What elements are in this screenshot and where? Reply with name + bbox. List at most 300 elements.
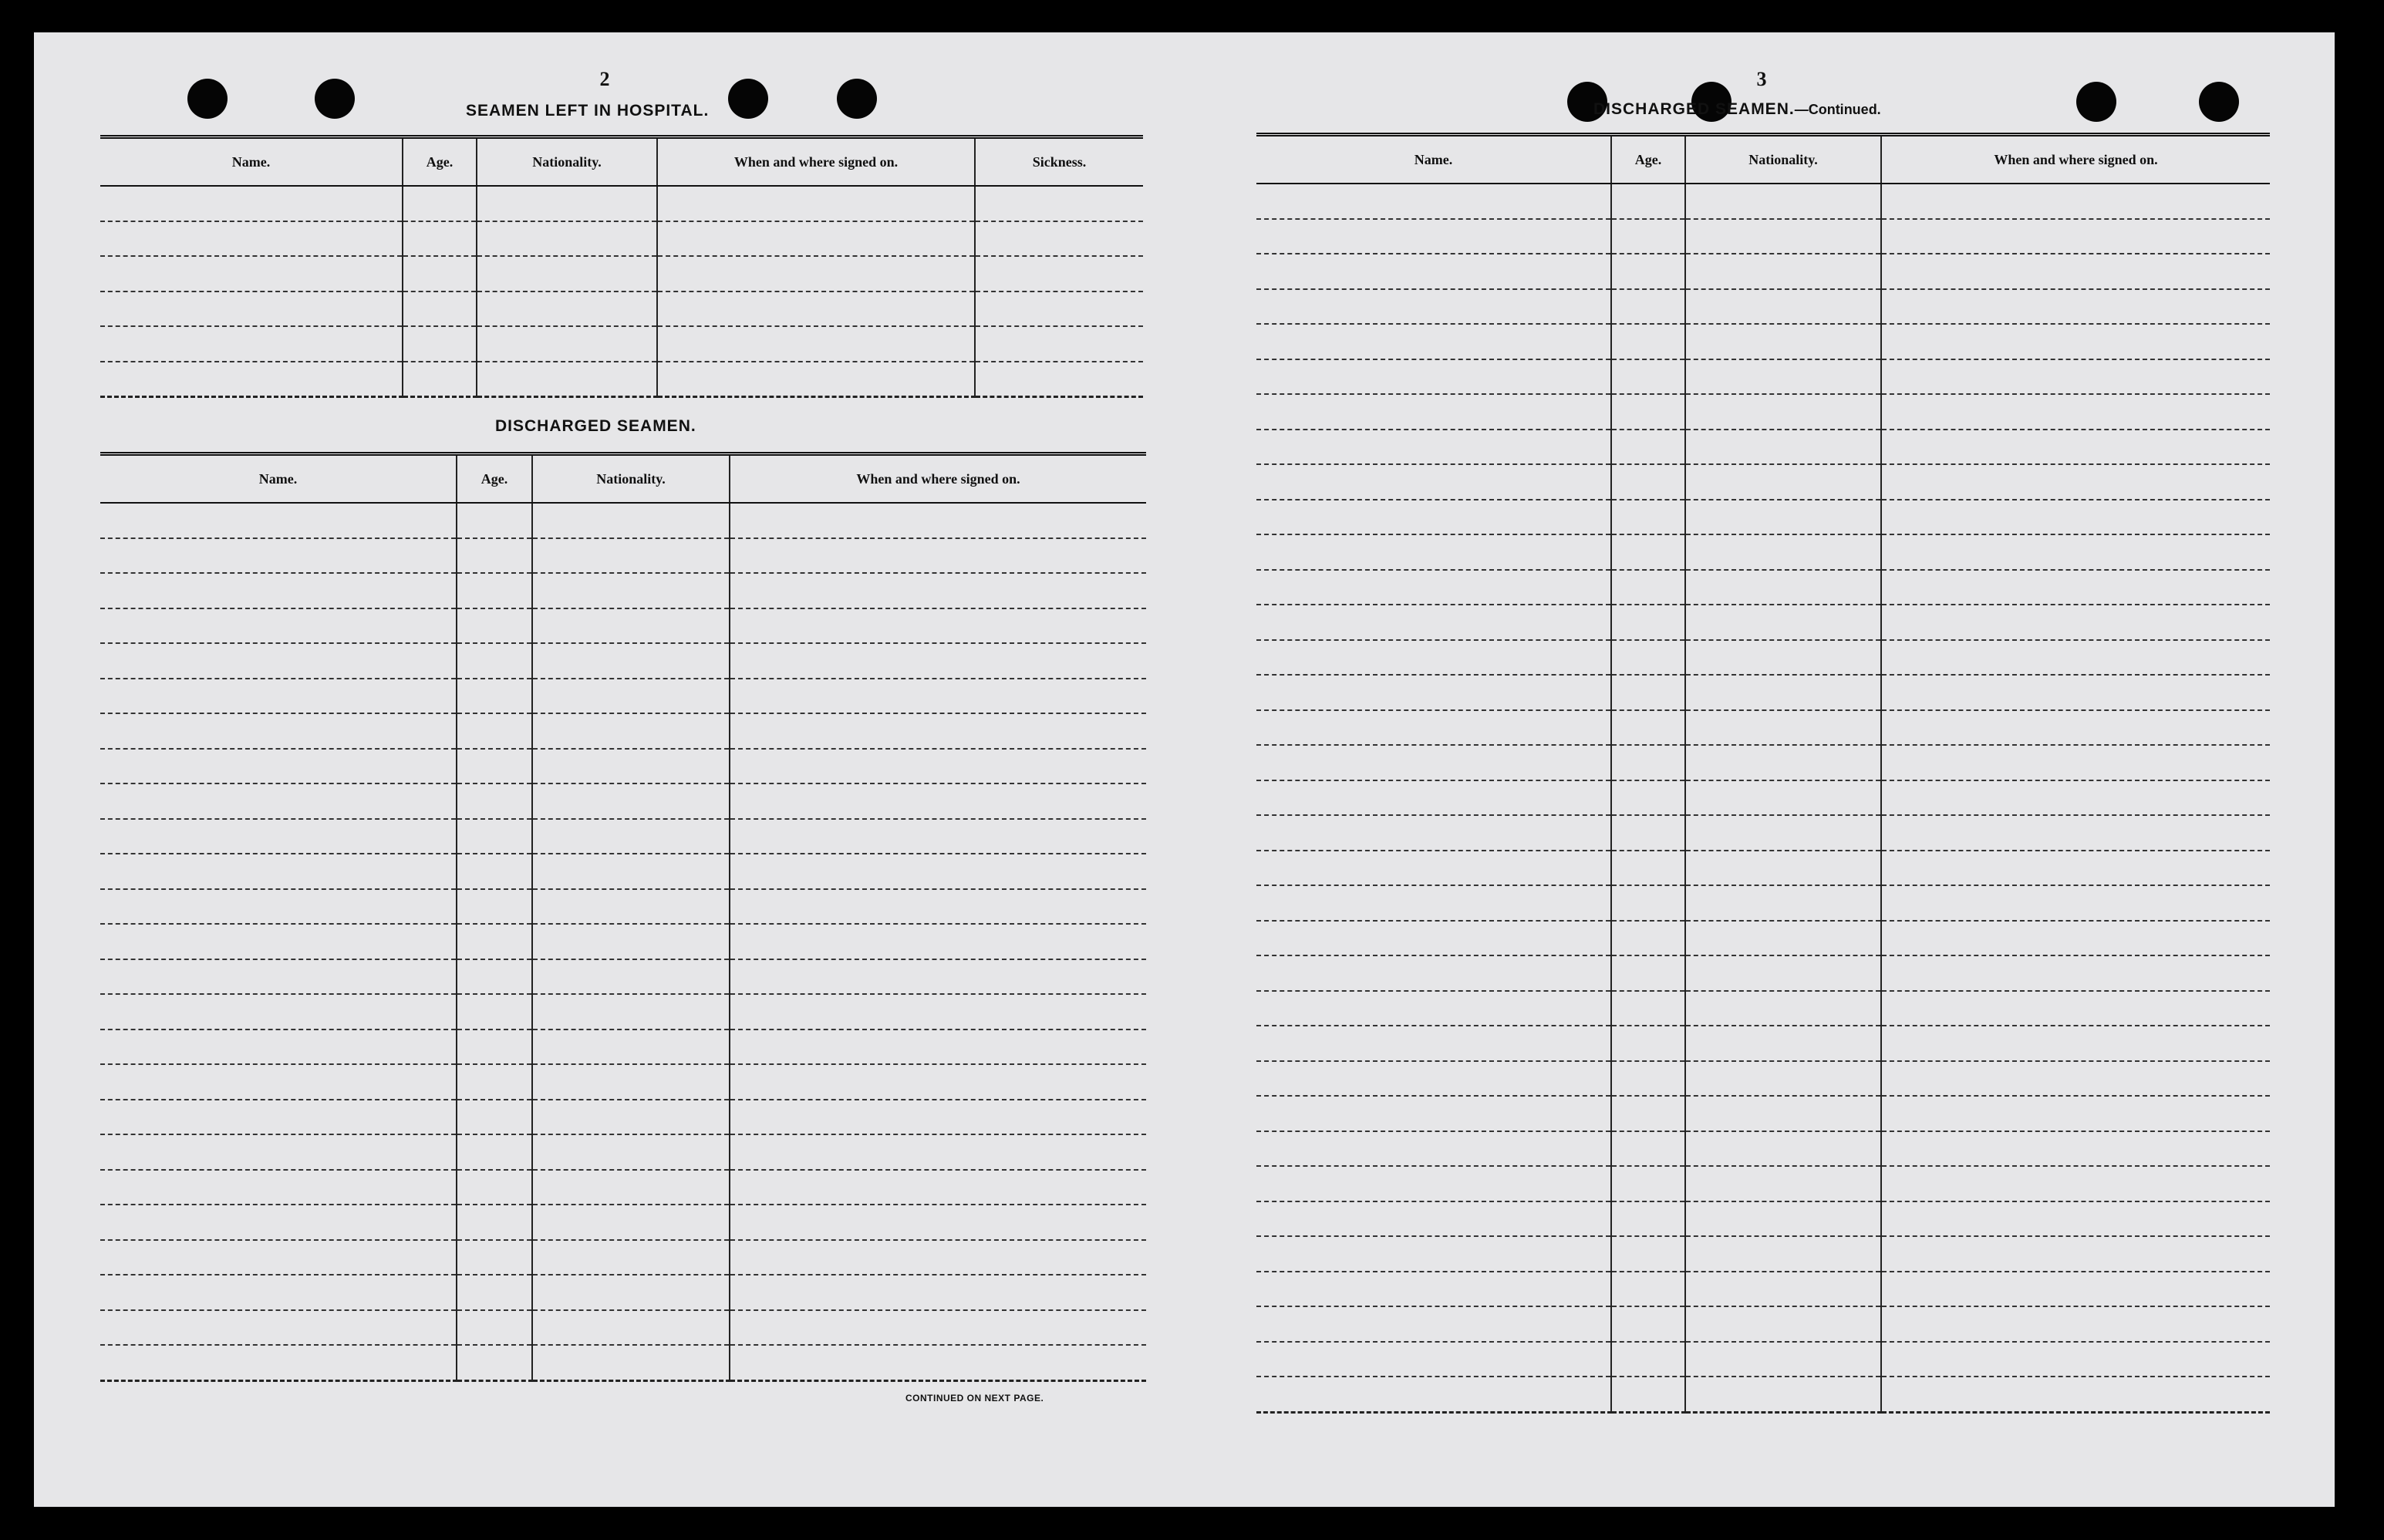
entry-cell-nationality[interactable]: [477, 221, 657, 257]
entry-cell-when-and-where-signed-on[interactable]: [657, 221, 975, 257]
entry-cell-age[interactable]: [1611, 1131, 1685, 1167]
table-row: [1256, 1026, 2270, 1061]
entry-cell-name[interactable]: [100, 889, 457, 925]
entry-cell-name[interactable]: [1256, 851, 1611, 886]
entry-cell-name[interactable]: [1256, 1342, 1611, 1377]
entry-cell-when-and-where-signed-on[interactable]: [1881, 675, 2270, 710]
entry-cell-name[interactable]: [1256, 1026, 1611, 1061]
entry-cell-nationality[interactable]: [1685, 710, 1881, 746]
table-row: [1256, 851, 2270, 886]
entry-cell-name[interactable]: [100, 959, 457, 995]
entry-cell-nationality[interactable]: [1685, 885, 1881, 921]
entry-cell-age[interactable]: [1611, 394, 1685, 430]
entry-cell-name[interactable]: [1256, 324, 1611, 359]
entry-cell-nationality[interactable]: [1685, 254, 1881, 289]
entry-cell-nationality[interactable]: [532, 1275, 730, 1310]
entry-cell-name[interactable]: [100, 994, 457, 1029]
entry-cell-name[interactable]: [1256, 254, 1611, 289]
entry-cell-name[interactable]: [100, 608, 457, 644]
entry-cell-when-and-where-signed-on[interactable]: [1881, 1272, 2270, 1307]
entry-cell-nationality[interactable]: [1685, 534, 1881, 570]
entry-cell-name[interactable]: [100, 362, 403, 397]
entry-cell-name[interactable]: [100, 1345, 457, 1380]
entry-cell-when-and-where-signed-on[interactable]: [657, 186, 975, 221]
entry-cell-name[interactable]: [1256, 1236, 1611, 1272]
entry-cell-name[interactable]: [100, 819, 457, 854]
entry-cell-name[interactable]: [1256, 780, 1611, 816]
entry-cell-age[interactable]: [1611, 1026, 1685, 1061]
table-row: [1256, 605, 2270, 640]
entry-cell-age[interactable]: [1611, 710, 1685, 746]
entry-cell-name[interactable]: [100, 1240, 457, 1275]
table-row: [1256, 991, 2270, 1026]
entry-cell-age[interactable]: [1611, 1201, 1685, 1237]
entry-cell-age[interactable]: [457, 1275, 532, 1310]
entry-cell-nationality[interactable]: [1685, 1272, 1881, 1307]
entry-cell-nationality[interactable]: [477, 256, 657, 291]
table-row: [100, 1240, 1146, 1275]
entry-cell-nationality[interactable]: [1685, 430, 1881, 465]
entry-cell-when-and-where-signed-on[interactable]: [657, 362, 975, 397]
entry-cell-age[interactable]: [1611, 1306, 1685, 1342]
table-row: [1256, 1377, 2270, 1412]
entry-cell-nationality[interactable]: [1685, 991, 1881, 1026]
entry-cell-nationality[interactable]: [532, 994, 730, 1029]
entry-cell-name[interactable]: [100, 924, 457, 959]
entry-cell-when-and-where-signed-on[interactable]: [1881, 745, 2270, 780]
entry-cell-name[interactable]: [1256, 1377, 1611, 1412]
entry-cell-name[interactable]: [1256, 1306, 1611, 1342]
entry-cell-when-and-where-signed-on[interactable]: [730, 994, 1146, 1029]
entry-cell-when-and-where-signed-on[interactable]: [730, 713, 1146, 749]
entry-cell-nationality[interactable]: [532, 1064, 730, 1100]
entry-cell-nationality[interactable]: [532, 1240, 730, 1275]
entry-cell-name[interactable]: [1256, 289, 1611, 325]
entry-cell-age[interactable]: [457, 1064, 532, 1100]
entry-cell-when-and-where-signed-on[interactable]: [1881, 991, 2270, 1026]
entry-cell-nationality[interactable]: [1685, 324, 1881, 359]
entry-cell-age[interactable]: [1611, 184, 1685, 219]
entry-cell-name[interactable]: [100, 643, 457, 679]
continued-suffix: —Continued.: [1794, 102, 1881, 117]
entry-cell-name[interactable]: [1256, 675, 1611, 710]
entry-cell-nationality[interactable]: [532, 679, 730, 714]
discharged-continued-table: [1256, 133, 2270, 1414]
entry-cell-nationality[interactable]: [532, 503, 730, 538]
table-row: [100, 186, 1143, 221]
entry-cell-when-and-where-signed-on[interactable]: [1881, 430, 2270, 465]
entry-cell-when-and-where-signed-on[interactable]: [730, 679, 1146, 714]
discharged-continued-title: [1593, 100, 1881, 119]
entry-cell-age[interactable]: [1611, 640, 1685, 676]
entry-cell-nationality[interactable]: [1685, 780, 1881, 816]
entry-cell-name[interactable]: [100, 1205, 457, 1240]
entry-cell-when-and-where-signed-on[interactable]: [1881, 324, 2270, 359]
entry-cell-nationality[interactable]: [532, 749, 730, 784]
entry-cell-name[interactable]: [100, 679, 457, 714]
entry-cell-name[interactable]: [100, 573, 457, 608]
entry-cell-name[interactable]: [1256, 570, 1611, 605]
entry-cell-nationality[interactable]: [477, 326, 657, 362]
entry-cell-when-and-where-signed-on[interactable]: [1881, 359, 2270, 395]
entry-cell-nationality[interactable]: [532, 1134, 730, 1170]
entry-cell-name[interactable]: [100, 186, 403, 221]
entry-cell-age[interactable]: [1611, 464, 1685, 500]
entry-cell-age[interactable]: [457, 573, 532, 608]
entry-cell-nationality[interactable]: [1685, 640, 1881, 676]
entry-cell-when-and-where-signed-on[interactable]: [730, 1170, 1146, 1205]
entry-cell-name[interactable]: [1256, 815, 1611, 851]
entry-cell-age[interactable]: [457, 643, 532, 679]
entry-cell-nationality[interactable]: [532, 1310, 730, 1346]
entry-cell-sickness[interactable]: [975, 221, 1143, 257]
entry-cell-when-and-where-signed-on[interactable]: [730, 889, 1146, 925]
entry-cell-age[interactable]: [1611, 885, 1685, 921]
entry-cell-nationality[interactable]: [532, 538, 730, 574]
entry-cell-when-and-where-signed-on[interactable]: [730, 1240, 1146, 1275]
entry-cell-name[interactable]: [100, 1275, 457, 1310]
entry-cell-sickness[interactable]: [975, 256, 1143, 291]
entry-cell-age[interactable]: [1611, 675, 1685, 710]
entry-cell-when-and-where-signed-on[interactable]: [730, 1275, 1146, 1310]
entry-cell-nationality[interactable]: [1685, 1131, 1881, 1167]
entry-cell-name[interactable]: [1256, 1096, 1611, 1131]
entry-cell-nationality[interactable]: [532, 1170, 730, 1205]
entry-cell-nationality[interactable]: [477, 362, 657, 397]
entry-cell-age[interactable]: [1611, 1342, 1685, 1377]
entry-cell-name[interactable]: [100, 1170, 457, 1205]
entry-cell-age[interactable]: [403, 291, 477, 327]
entry-cell-name[interactable]: [100, 1100, 457, 1135]
entry-cell-name[interactable]: [100, 854, 457, 889]
punch-hole: [728, 79, 768, 119]
entry-cell-nationality[interactable]: [1685, 1026, 1881, 1061]
entry-cell-name[interactable]: [1256, 219, 1611, 254]
entry-cell-nationality[interactable]: [532, 1100, 730, 1135]
entry-cell-age[interactable]: [457, 749, 532, 784]
entry-cell-nationality[interactable]: [532, 924, 730, 959]
entry-cell-sickness[interactable]: [975, 362, 1143, 397]
entry-cell-age[interactable]: [457, 924, 532, 959]
entry-cell-nationality[interactable]: [1685, 219, 1881, 254]
entry-cell-when-and-where-signed-on[interactable]: [1881, 605, 2270, 640]
entry-cell-age[interactable]: [1611, 359, 1685, 395]
table-row: [100, 854, 1146, 889]
entry-cell-age[interactable]: [1611, 1236, 1685, 1272]
entry-cell-nationality[interactable]: [1685, 1061, 1881, 1097]
entry-cell-age[interactable]: [1611, 570, 1685, 605]
entry-cell-name[interactable]: [1256, 885, 1611, 921]
entry-cell-name[interactable]: [1256, 464, 1611, 500]
entry-cell-when-and-where-signed-on[interactable]: [1881, 851, 2270, 886]
entry-cell-when-and-where-signed-on[interactable]: [1881, 1131, 2270, 1167]
entry-cell-nationality[interactable]: [532, 1029, 730, 1065]
discharged-section-title: DISCHARGED SEAMEN.: [495, 417, 696, 435]
entry-cell-name[interactable]: [1256, 359, 1611, 395]
entry-cell-when-and-where-signed-on[interactable]: [1881, 1236, 2270, 1272]
entry-cell-age[interactable]: [457, 1310, 532, 1346]
entry-cell-nationality[interactable]: [532, 854, 730, 889]
entry-cell-nationality[interactable]: [1685, 500, 1881, 535]
entry-cell-when-and-where-signed-on[interactable]: [730, 573, 1146, 608]
entry-cell-name[interactable]: [100, 291, 403, 327]
entry-cell-when-and-where-signed-on[interactable]: [1881, 921, 2270, 956]
entry-cell-name[interactable]: [100, 538, 457, 574]
entry-cell-age[interactable]: [1611, 430, 1685, 465]
entry-cell-name[interactable]: [100, 713, 457, 749]
entry-cell-nationality[interactable]: [1685, 605, 1881, 640]
entry-cell-age[interactable]: [1611, 815, 1685, 851]
entry-cell-age[interactable]: [457, 854, 532, 889]
entry-cell-age[interactable]: [457, 994, 532, 1029]
entry-cell-when-and-where-signed-on[interactable]: [1881, 289, 2270, 325]
entry-cell-age[interactable]: [457, 1100, 532, 1135]
entry-cell-age[interactable]: [457, 679, 532, 714]
entry-cell-when-and-where-signed-on[interactable]: [730, 819, 1146, 854]
entry-cell-age[interactable]: [457, 1345, 532, 1380]
entry-cell-name[interactable]: [1256, 1272, 1611, 1307]
table-row: [100, 713, 1146, 749]
entry-cell-when-and-where-signed-on[interactable]: [730, 1064, 1146, 1100]
entry-cell-when-and-where-signed-on[interactable]: [1881, 955, 2270, 991]
entry-cell-when-and-where-signed-on[interactable]: [1881, 219, 2270, 254]
entry-cell-name[interactable]: [1256, 710, 1611, 746]
entry-cell-age[interactable]: [1611, 534, 1685, 570]
entry-cell-nationality[interactable]: [1685, 1342, 1881, 1377]
entry-cell-nationality[interactable]: [1685, 184, 1881, 219]
entry-cell-when-and-where-signed-on[interactable]: [730, 503, 1146, 538]
entry-cell-name[interactable]: [1256, 184, 1611, 219]
table-row: [1256, 780, 2270, 816]
entry-cell-name[interactable]: [1256, 430, 1611, 465]
entry-cell-nationality[interactable]: [532, 819, 730, 854]
entry-cell-when-and-where-signed-on[interactable]: [657, 256, 975, 291]
entry-cell-age[interactable]: [403, 186, 477, 221]
entry-cell-name[interactable]: [1256, 1061, 1611, 1097]
entry-cell-when-and-where-signed-on[interactable]: [1881, 394, 2270, 430]
entry-cell-nationality[interactable]: [1685, 359, 1881, 395]
table-row: [100, 643, 1146, 679]
table-row: [100, 1345, 1146, 1380]
entry-cell-age[interactable]: [403, 362, 477, 397]
entry-cell-age[interactable]: [457, 1134, 532, 1170]
entry-cell-name[interactable]: [100, 749, 457, 784]
entry-cell-age[interactable]: [403, 221, 477, 257]
entry-cell-name[interactable]: [100, 1310, 457, 1346]
table-row: [100, 362, 1143, 397]
entry-cell-when-and-where-signed-on[interactable]: [1881, 710, 2270, 746]
entry-cell-nationality[interactable]: [1685, 394, 1881, 430]
entry-cell-nationality[interactable]: [1685, 675, 1881, 710]
table-row: [100, 608, 1146, 644]
entry-cell-name[interactable]: [1256, 500, 1611, 535]
entry-cell-nationality[interactable]: [532, 643, 730, 679]
entry-cell-age[interactable]: [1611, 500, 1685, 535]
table-row: [1256, 1201, 2270, 1237]
entry-cell-nationality[interactable]: [532, 1345, 730, 1380]
entry-cell-nationality[interactable]: [532, 959, 730, 995]
entry-cell-age[interactable]: [457, 713, 532, 749]
entry-cell-age[interactable]: [403, 256, 477, 291]
entry-cell-name[interactable]: [1256, 745, 1611, 780]
entry-cell-when-and-where-signed-on[interactable]: [1881, 570, 2270, 605]
entry-cell-when-and-where-signed-on[interactable]: [730, 1100, 1146, 1135]
entry-cell-name[interactable]: [1256, 1131, 1611, 1167]
entry-cell-nationality[interactable]: [1685, 1096, 1881, 1131]
entry-cell-when-and-where-signed-on[interactable]: [1881, 534, 2270, 570]
entry-cell-when-and-where-signed-on[interactable]: [1881, 254, 2270, 289]
entry-cell-when-and-where-signed-on[interactable]: [730, 1029, 1146, 1065]
entry-cell-nationality[interactable]: [477, 291, 657, 327]
entry-cell-name[interactable]: [1256, 991, 1611, 1026]
entry-cell-nationality[interactable]: [477, 186, 657, 221]
entry-cell-when-and-where-signed-on[interactable]: [730, 608, 1146, 644]
entry-cell-when-and-where-signed-on[interactable]: [1881, 500, 2270, 535]
entry-cell-when-and-where-signed-on[interactable]: [730, 1205, 1146, 1240]
entry-cell-nationality[interactable]: [532, 573, 730, 608]
table-row: [1256, 394, 2270, 430]
entry-cell-nationality[interactable]: [1685, 955, 1881, 991]
entry-cell-nationality[interactable]: [1685, 1306, 1881, 1342]
entry-cell-when-and-where-signed-on[interactable]: [1881, 1061, 2270, 1097]
entry-cell-nationality[interactable]: [1685, 851, 1881, 886]
entry-cell-when-and-where-signed-on[interactable]: [1881, 1306, 2270, 1342]
entry-cell-name[interactable]: [100, 783, 457, 819]
entry-cell-age[interactable]: [457, 1240, 532, 1275]
entry-cell-nationality[interactable]: [532, 713, 730, 749]
entry-cell-when-and-where-signed-on[interactable]: [1881, 1166, 2270, 1201]
entry-cell-age[interactable]: [457, 608, 532, 644]
table-row: [1256, 570, 2270, 605]
table-row: [1256, 745, 2270, 780]
entry-cell-age[interactable]: [1611, 991, 1685, 1026]
entry-cell-when-and-where-signed-on[interactable]: [730, 854, 1146, 889]
entry-cell-name[interactable]: [1256, 955, 1611, 991]
entry-cell-when-and-where-signed-on[interactable]: [1881, 1342, 2270, 1377]
entry-cell-sickness[interactable]: [975, 326, 1143, 362]
entry-cell-age[interactable]: [1611, 780, 1685, 816]
entry-cell-when-and-where-signed-on[interactable]: [730, 1310, 1146, 1346]
punch-hole: [2199, 82, 2239, 122]
punch-hole: [315, 79, 355, 119]
entry-cell-age[interactable]: [1611, 1166, 1685, 1201]
entry-cell-name[interactable]: [1256, 534, 1611, 570]
entry-cell-nationality[interactable]: [532, 608, 730, 644]
entry-cell-age[interactable]: [403, 326, 477, 362]
entry-cell-when-and-where-signed-on[interactable]: [1881, 1377, 2270, 1412]
entry-cell-age[interactable]: [457, 819, 532, 854]
entry-cell-nationality[interactable]: [1685, 570, 1881, 605]
entry-cell-nationality[interactable]: [1685, 921, 1881, 956]
entry-cell-when-and-where-signed-on[interactable]: [1881, 885, 2270, 921]
entry-cell-name[interactable]: [1256, 605, 1611, 640]
entry-cell-nationality[interactable]: [1685, 1236, 1881, 1272]
entry-cell-nationality[interactable]: [532, 889, 730, 925]
entry-cell-age[interactable]: [1611, 745, 1685, 780]
entry-cell-when-and-where-signed-on[interactable]: [1881, 815, 2270, 851]
entry-cell-nationality[interactable]: [1685, 1166, 1881, 1201]
entry-cell-when-and-where-signed-on[interactable]: [730, 924, 1146, 959]
table-row: [1256, 1131, 2270, 1167]
entry-cell-name[interactable]: [1256, 640, 1611, 676]
entry-cell-age[interactable]: [1611, 605, 1685, 640]
entry-cell-name[interactable]: [100, 256, 403, 291]
entry-cell-age[interactable]: [457, 959, 532, 995]
entry-cell-age[interactable]: [1611, 1096, 1685, 1131]
entry-cell-when-and-where-signed-on[interactable]: [1881, 1201, 2270, 1237]
entry-cell-nationality[interactable]: [1685, 815, 1881, 851]
entry-cell-age[interactable]: [1611, 1061, 1685, 1097]
entry-cell-age[interactable]: [457, 503, 532, 538]
entry-cell-nationality[interactable]: [1685, 289, 1881, 325]
entry-cell-age[interactable]: [1611, 254, 1685, 289]
entry-cell-when-and-where-signed-on[interactable]: [730, 643, 1146, 679]
table-row: [1256, 219, 2270, 254]
entry-cell-when-and-where-signed-on[interactable]: [657, 326, 975, 362]
entry-cell-when-and-where-signed-on[interactable]: [1881, 640, 2270, 676]
table-row: [1256, 324, 2270, 359]
entry-cell-name[interactable]: [1256, 394, 1611, 430]
entry-cell-nationality[interactable]: [532, 783, 730, 819]
entry-cell-nationality[interactable]: [1685, 464, 1881, 500]
entry-cell-name[interactable]: [100, 326, 403, 362]
entry-cell-when-and-where-signed-on[interactable]: [730, 959, 1146, 995]
entry-cell-age[interactable]: [457, 889, 532, 925]
entry-cell-sickness[interactable]: [975, 291, 1143, 327]
entry-cell-name[interactable]: [100, 221, 403, 257]
entry-cell-when-and-where-signed-on[interactable]: [657, 291, 975, 327]
entry-cell-age[interactable]: [457, 538, 532, 574]
entry-cell-when-and-where-signed-on[interactable]: [1881, 464, 2270, 500]
table-row: [100, 1134, 1146, 1170]
entry-cell-when-and-where-signed-on[interactable]: [1881, 184, 2270, 219]
entry-cell-age[interactable]: [1611, 219, 1685, 254]
entry-cell-nationality[interactable]: [532, 1205, 730, 1240]
table-row: [100, 503, 1146, 538]
entry-cell-nationality[interactable]: [1685, 745, 1881, 780]
entry-cell-age[interactable]: [1611, 851, 1685, 886]
entry-cell-name[interactable]: [100, 503, 457, 538]
entry-cell-name[interactable]: [100, 1134, 457, 1170]
entry-cell-age[interactable]: [457, 1170, 532, 1205]
entry-cell-when-and-where-signed-on[interactable]: [730, 538, 1146, 574]
entry-cell-age[interactable]: [1611, 955, 1685, 991]
entry-cell-when-and-where-signed-on[interactable]: [730, 749, 1146, 784]
entry-cell-age[interactable]: [457, 1205, 532, 1240]
entry-cell-when-and-where-signed-on[interactable]: [730, 783, 1146, 819]
entry-cell-age[interactable]: [1611, 921, 1685, 956]
entry-cell-age[interactable]: [1611, 289, 1685, 325]
entry-cell-sickness[interactable]: [975, 186, 1143, 221]
entry-cell-age[interactable]: [1611, 1272, 1685, 1307]
entry-cell-name[interactable]: [1256, 921, 1611, 956]
entry-cell-name[interactable]: [100, 1029, 457, 1065]
entry-cell-when-and-where-signed-on[interactable]: [1881, 1026, 2270, 1061]
entry-cell-name[interactable]: [1256, 1201, 1611, 1237]
entry-cell-age[interactable]: [457, 1029, 532, 1065]
entry-cell-when-and-where-signed-on[interactable]: [1881, 1096, 2270, 1131]
entry-cell-age[interactable]: [457, 783, 532, 819]
entry-cell-age[interactable]: [1611, 324, 1685, 359]
entry-cell-nationality[interactable]: [1685, 1377, 1881, 1412]
entry-cell-age[interactable]: [1611, 1377, 1685, 1412]
entry-cell-nationality[interactable]: [1685, 1201, 1881, 1237]
entry-cell-when-and-where-signed-on[interactable]: [730, 1134, 1146, 1170]
entry-cell-when-and-where-signed-on[interactable]: [730, 1345, 1146, 1380]
entry-cell-when-and-where-signed-on[interactable]: [1881, 780, 2270, 816]
entry-cell-name[interactable]: [1256, 1166, 1611, 1201]
entry-cell-name[interactable]: [100, 1064, 457, 1100]
